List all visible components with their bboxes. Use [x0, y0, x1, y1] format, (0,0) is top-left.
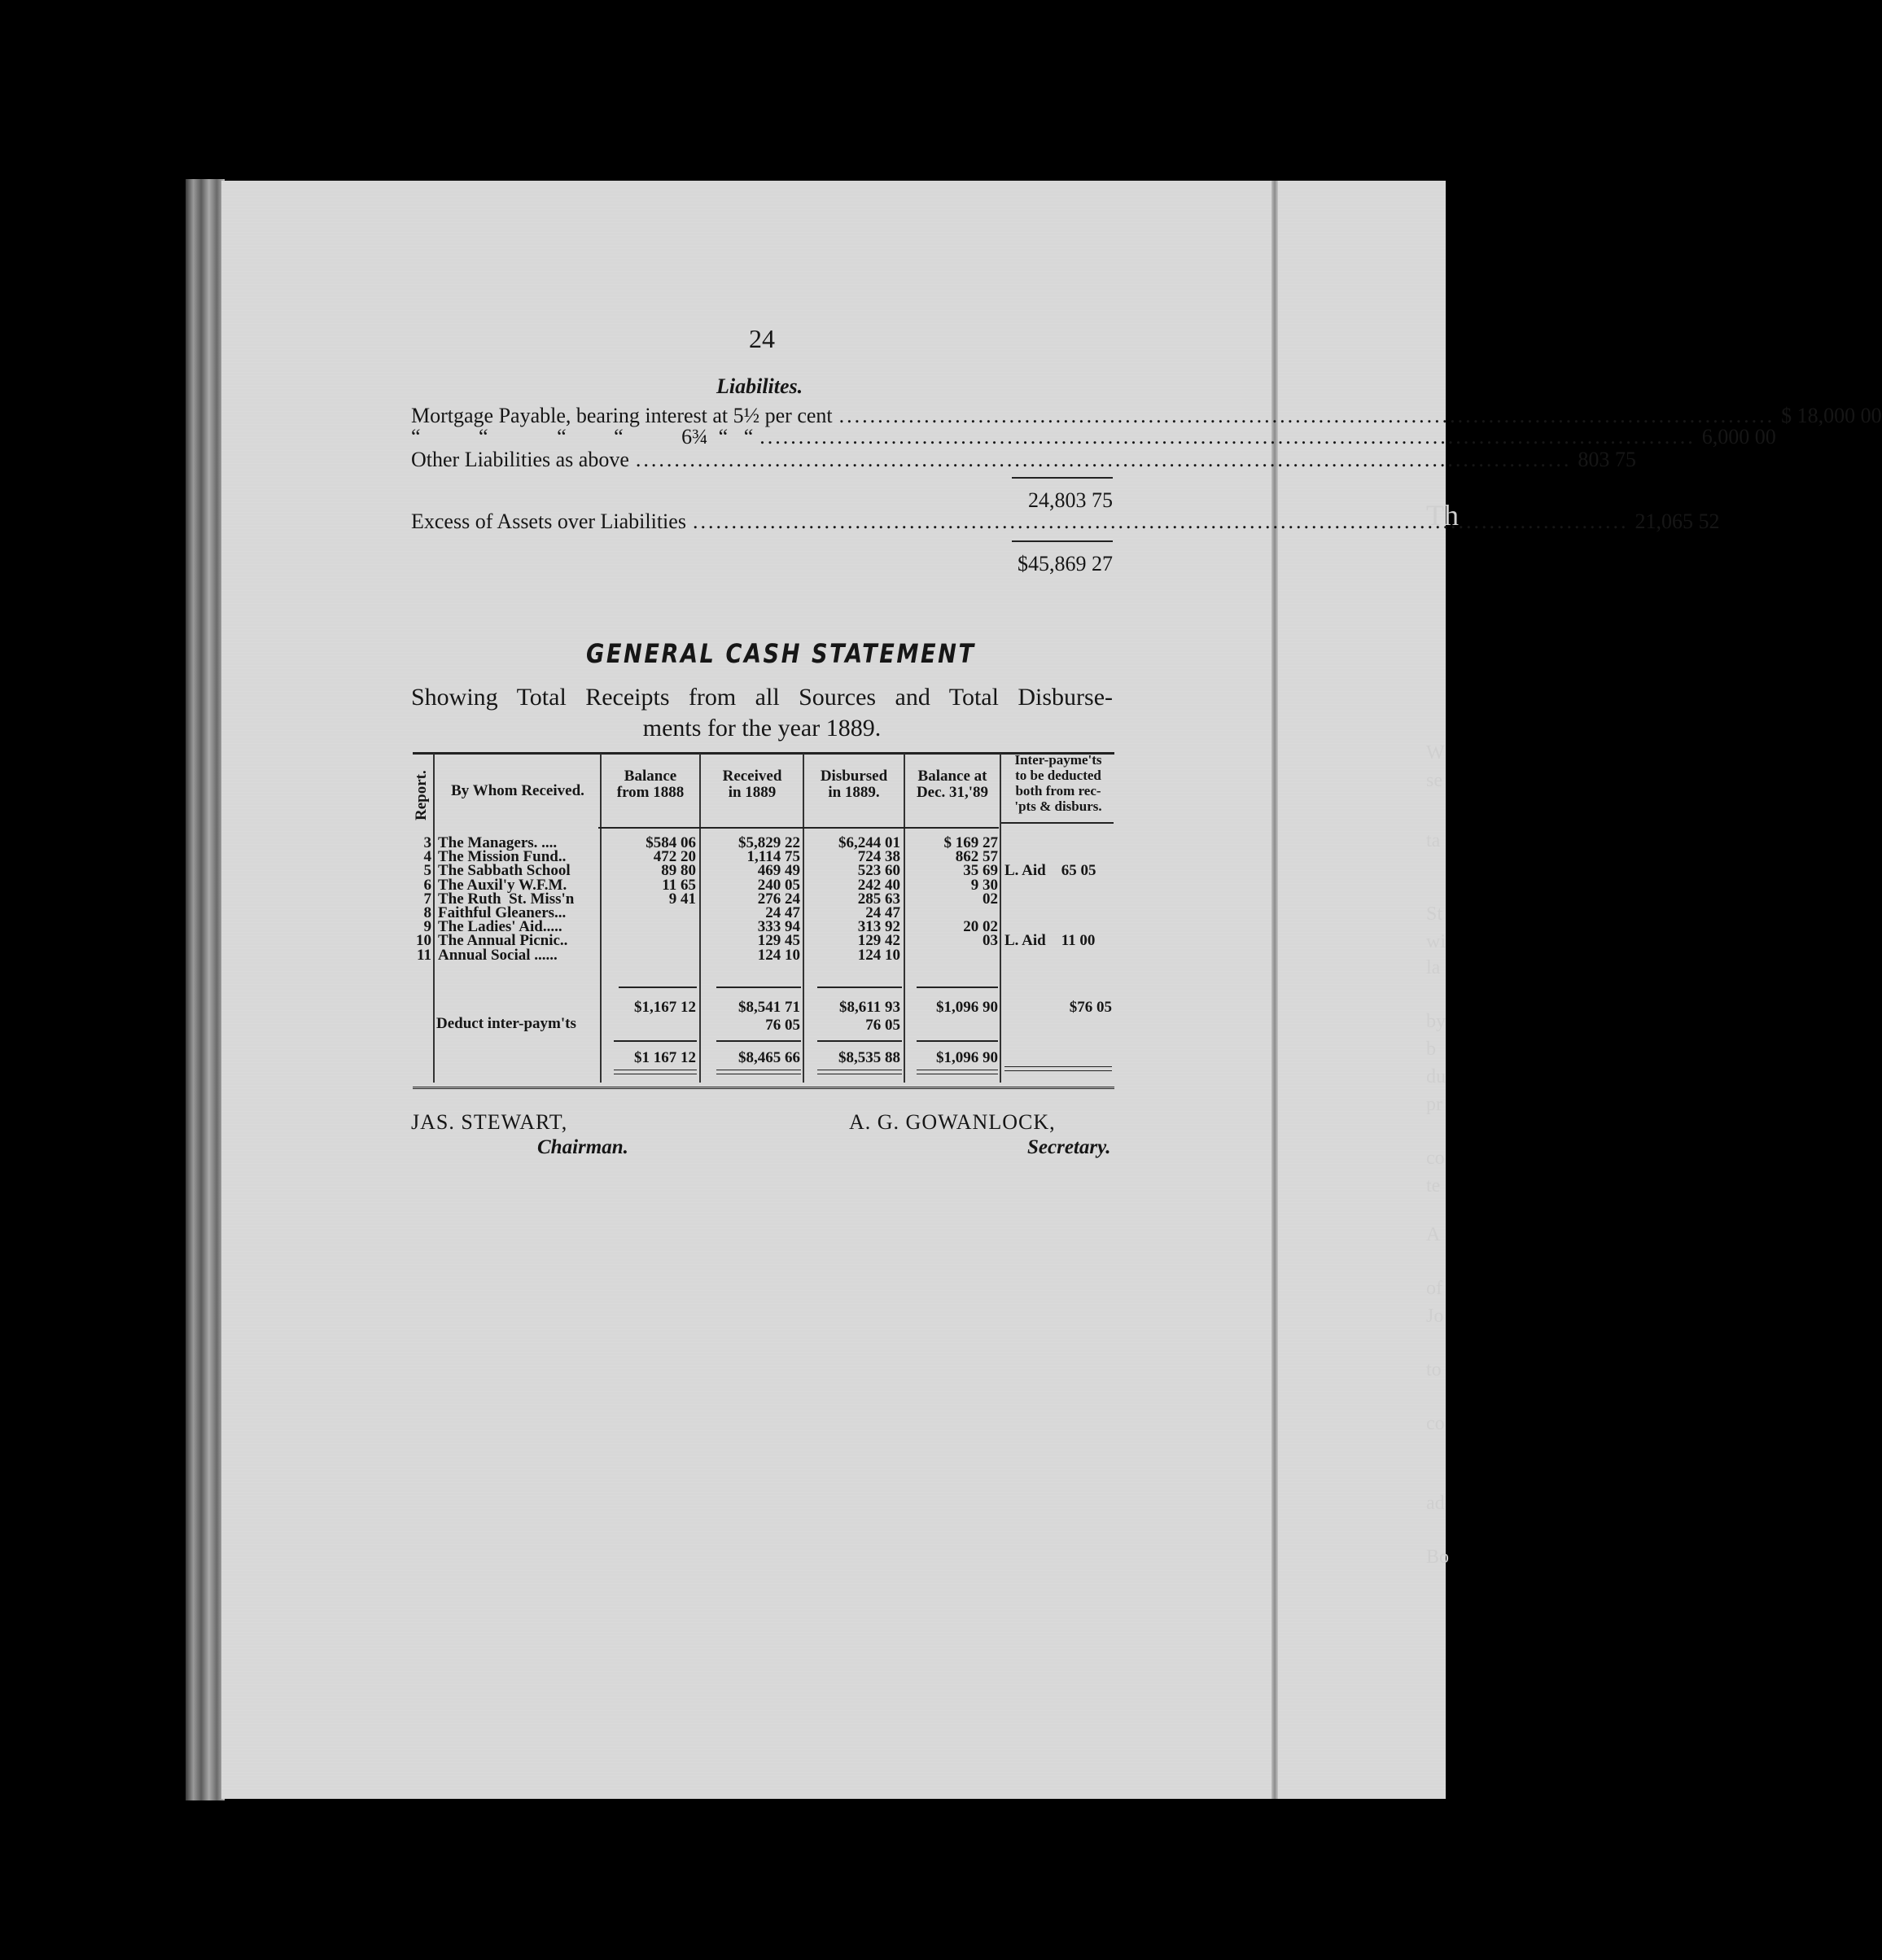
row-received: 24 47	[765, 904, 800, 921]
row-balance-1888: $584 06	[646, 834, 696, 851]
cash-statement-subtitle: ments for the year 1889.	[642, 715, 882, 742]
liability-amount: 803 75	[1578, 448, 1636, 471]
row-disbursed: 129 42	[857, 932, 900, 950]
facing-page-fragment: ta	[1426, 830, 1441, 851]
net-double-rule	[817, 1070, 902, 1074]
column-divider	[433, 754, 435, 1083]
total-rule	[1012, 540, 1113, 542]
row-report-number: 11	[417, 946, 431, 964]
facing-page-fragment: se	[1426, 770, 1442, 791]
dot-leader	[759, 425, 1696, 449]
liabilities-heading: Liabilites.	[716, 374, 803, 398]
row-disbursed: 124 10	[857, 946, 900, 964]
row-balance-dec: 02	[983, 890, 998, 908]
cash-statement-title: GENERAL CASH STATEMENT	[586, 638, 976, 669]
row-disbursed: 24 47	[865, 904, 900, 921]
facing-page-fragment: Th	[1426, 499, 1459, 532]
row-name: Annual Social ......	[438, 946, 558, 964]
subtotal-rule	[1012, 477, 1113, 479]
row-name: The Sabbath School	[438, 862, 571, 880]
row-balance-dec: 20 02	[963, 918, 998, 936]
row-received: 129 45	[757, 932, 800, 950]
row-report-number: 7	[423, 890, 431, 908]
row-interpayment: L. Aid 65 05	[1004, 862, 1096, 880]
row-disbursed: 523 60	[857, 862, 900, 880]
facing-page-fragment: pr	[1426, 1094, 1442, 1115]
row-balance-dec: 9 30	[970, 876, 998, 894]
chairman-title: Chairman.	[537, 1136, 628, 1158]
row-balance-dec: $ 169 27	[943, 834, 998, 851]
net-received: $8,465 66	[738, 1049, 800, 1066]
deduct-received: 76 05	[765, 1017, 800, 1034]
column-divider	[699, 754, 701, 1083]
column-divider	[600, 754, 602, 1083]
row-name: Faithful Gleaners...	[438, 904, 567, 921]
liability-label: “ “ “ “ 6¾ “ “	[411, 425, 754, 448]
secretary-name: A. G. GOWANLOCK,	[849, 1110, 1056, 1134]
row-balance-1888: 89 80	[661, 862, 696, 880]
row-received: 240 05	[757, 876, 800, 894]
row-balance-dec: 03	[983, 932, 998, 950]
row-disbursed: 313 92	[857, 918, 900, 936]
row-name: The Annual Picnic..	[438, 932, 568, 950]
facing-page-fragment: te	[1426, 1175, 1441, 1197]
liability-amount: 6,000 00	[1701, 425, 1776, 448]
row-received: 124 10	[757, 946, 800, 964]
facing-page-fragment: la	[1426, 957, 1441, 978]
liabilities-total: $45,869 27	[1018, 552, 1113, 575]
net-rule	[917, 1040, 998, 1042]
row-received: 1,114 75	[746, 848, 800, 866]
net-rule	[817, 1040, 902, 1042]
facing-page-fragment: by	[1426, 1011, 1446, 1032]
total-balance-1888: $1,167 12	[634, 999, 696, 1016]
row-balance-dec: 35 69	[963, 862, 998, 880]
liabilities-subtotal: 24,803 75	[1028, 488, 1113, 512]
secretary-title: Secretary.	[1027, 1136, 1111, 1158]
total-received: $8,541 71	[738, 999, 800, 1016]
liability-amount: $ 18,000 00	[1781, 404, 1882, 427]
row-received: $5,829 22	[738, 834, 800, 851]
net-balance-1888: $1 167 12	[634, 1049, 696, 1066]
facing-page-fragment: ad	[1426, 1493, 1445, 1514]
row-received: 469 49	[757, 862, 800, 880]
row-name: The Ruth St. Miss'n	[438, 890, 575, 908]
total-disbursed: $8,611 93	[839, 999, 900, 1016]
sum-rule	[817, 987, 902, 988]
header-disbursed: Disbursed in 1889.	[820, 768, 888, 801]
header-by-whom: By Whom Received.	[451, 782, 584, 799]
row-disbursed: 724 38	[857, 848, 900, 866]
row-balance-1888: 9 41	[668, 890, 696, 908]
facing-page-fragment: A	[1426, 1224, 1441, 1245]
book-page-edge	[186, 179, 225, 1800]
row-received: 333 94	[757, 918, 800, 936]
net-double-rule	[614, 1070, 697, 1074]
header-balance-1888: Balance from 1888	[616, 768, 685, 801]
column-divider	[803, 754, 804, 1083]
row-name: The Managers. ....	[438, 834, 558, 851]
facing-page-fragment: of	[1426, 1278, 1442, 1299]
cash-statement-subtitle: Showing Total Receipts from all Sources and Total Disburse-	[411, 684, 1113, 711]
facing-page-fragment: to	[1426, 1359, 1442, 1380]
total-balance-dec: $1,096 90	[936, 999, 998, 1016]
deduct-disbursed: 76 05	[865, 1017, 900, 1034]
sum-rule	[917, 987, 998, 988]
net-double-rule	[716, 1070, 801, 1074]
row-report-number: 6	[423, 876, 431, 894]
total-interpayments: $76 05	[1069, 999, 1112, 1016]
row-report-number: 10	[416, 932, 431, 950]
page-number: 24	[749, 324, 775, 353]
net-rule	[614, 1040, 697, 1042]
column-divider	[904, 754, 905, 1083]
row-name: The Mission Fund..	[438, 848, 567, 866]
row-name: The Ladies' Aid.....	[438, 918, 562, 936]
facing-page-fragment: Jo	[1426, 1306, 1444, 1327]
row-disbursed: 242 40	[857, 876, 900, 894]
facing-page-fragment: Bo	[1426, 1547, 1450, 1568]
liability-row	[411, 448, 1636, 474]
facing-page-fragment: b	[1426, 1039, 1436, 1060]
row-name: The Auxil'y W.F.M.	[438, 876, 567, 894]
excess-label: Excess of Assets over Liabilities	[411, 510, 686, 533]
excess-amount: 21,065 52	[1635, 510, 1720, 533]
header-received: Received in 1889	[722, 768, 782, 801]
net-disbursed: $8,535 88	[838, 1049, 900, 1066]
net-rule	[716, 1040, 801, 1042]
header-rule	[1001, 822, 1114, 824]
row-report-number: 4	[423, 848, 431, 866]
header-rule	[598, 827, 999, 829]
header-report: Report.	[413, 770, 430, 820]
row-report-number: 3	[423, 834, 431, 851]
chairman-name: JAS. STEWART,	[411, 1110, 568, 1134]
sum-rule	[619, 987, 697, 988]
net-balance-dec: $1,096 90	[936, 1049, 998, 1066]
header-interpayments: Inter-payme'ts to be deducted both from rec- 'pts & disburs.	[1014, 752, 1102, 814]
dot-leader	[693, 510, 1629, 534]
row-disbursed: $6,244 01	[838, 834, 900, 851]
row-disbursed: 285 63	[857, 890, 900, 908]
row-report-number: 9	[423, 918, 431, 936]
facing-page-fragment: St	[1426, 903, 1443, 925]
net-double-rule	[1004, 1066, 1112, 1071]
facing-page-fragment: W	[1426, 742, 1445, 763]
row-report-number: 5	[423, 862, 431, 880]
row-interpayment: L. Aid 11 00	[1004, 932, 1096, 950]
facing-page-fragment: wi	[1426, 931, 1446, 952]
facing-page-fragment: co	[1426, 1413, 1445, 1434]
facing-page-fragment: co	[1426, 1148, 1445, 1169]
dot-leader	[636, 448, 1572, 472]
liability-label: Other Liabilities as above	[411, 448, 629, 471]
row-report-number: 8	[423, 904, 431, 921]
facing-page-fragment: du	[1426, 1066, 1446, 1087]
sum-rule	[716, 987, 801, 988]
row-received: 276 24	[757, 890, 800, 908]
header-balance-dec: Balance at Dec. 31,'89	[916, 768, 989, 801]
net-double-rule	[917, 1070, 998, 1074]
deduct-label: Deduct inter-paym'ts	[436, 1015, 576, 1032]
liability-label: Mortgage Payable, bearing interest at 5½ per cent	[411, 404, 833, 427]
row-balance-1888: 472 20	[653, 848, 696, 866]
row-balance-1888: 11 65	[662, 876, 696, 894]
row-balance-dec: 862 57	[955, 848, 998, 866]
